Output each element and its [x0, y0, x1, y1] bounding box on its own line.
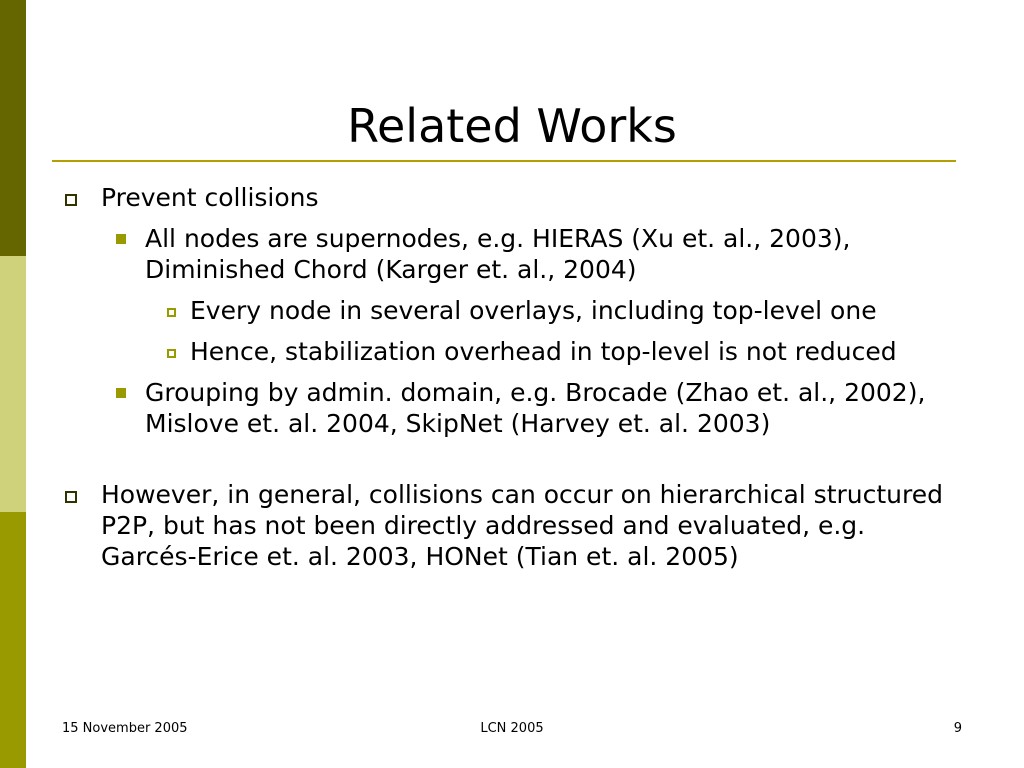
footer-event: LCN 2005: [480, 721, 544, 736]
bullet-level1-however-in-general: [60, 479, 960, 572]
bullet-text: Hence, stabilization overhead in top-level is not reduced: [190, 337, 897, 366]
footer-page-number: 9: [953, 721, 962, 736]
bullet-level1-prevent-collisions: [60, 182, 960, 213]
slide-body: [60, 182, 960, 572]
square-bullet-icon: [167, 349, 176, 358]
bullet-text: Every node in several overlays, including top-level one: [190, 296, 877, 325]
bullet-text: Grouping by admin. domain, e.g. Brocade (Zhao et. al., 2002), Mislove et. al. 2004, SkipNet (Harvey et. al. 2003): [145, 378, 926, 438]
filled-square-bullet-icon: [116, 234, 126, 244]
side-bar-middle-segment: [0, 256, 26, 512]
filled-square-bullet-icon: [116, 388, 126, 398]
footer-date: 15 November 2005: [62, 721, 188, 736]
bullet-level3-stabilization-overhead: [60, 336, 960, 367]
bullet-level2-supernodes: [60, 223, 960, 285]
title-divider: [52, 160, 956, 162]
square-bullet-icon: [65, 194, 77, 206]
side-decoration-bar: [0, 0, 26, 768]
bullet-text: However, in general, collisions can occur on hierarchical structured P2P, but has not been directly addressed and evaluated, e.g. Garcés-Erice et. al. 2003, HONet (Tian et. al. 2005): [101, 480, 943, 571]
slide-title: Related Works: [347, 99, 677, 153]
square-bullet-icon: [167, 308, 176, 317]
side-bar-top-segment: [0, 0, 26, 256]
square-bullet-icon: [65, 491, 77, 503]
bullet-level2-grouping-admin-domain: [60, 377, 960, 439]
bullet-text: All nodes are supernodes, e.g. HIERAS (Xu et. al., 2003), Diminished Chord (Karger et. al., 2004): [145, 224, 851, 284]
bullet-level3-several-overlays: [60, 295, 960, 326]
bullet-text: Prevent collisions: [101, 183, 319, 212]
